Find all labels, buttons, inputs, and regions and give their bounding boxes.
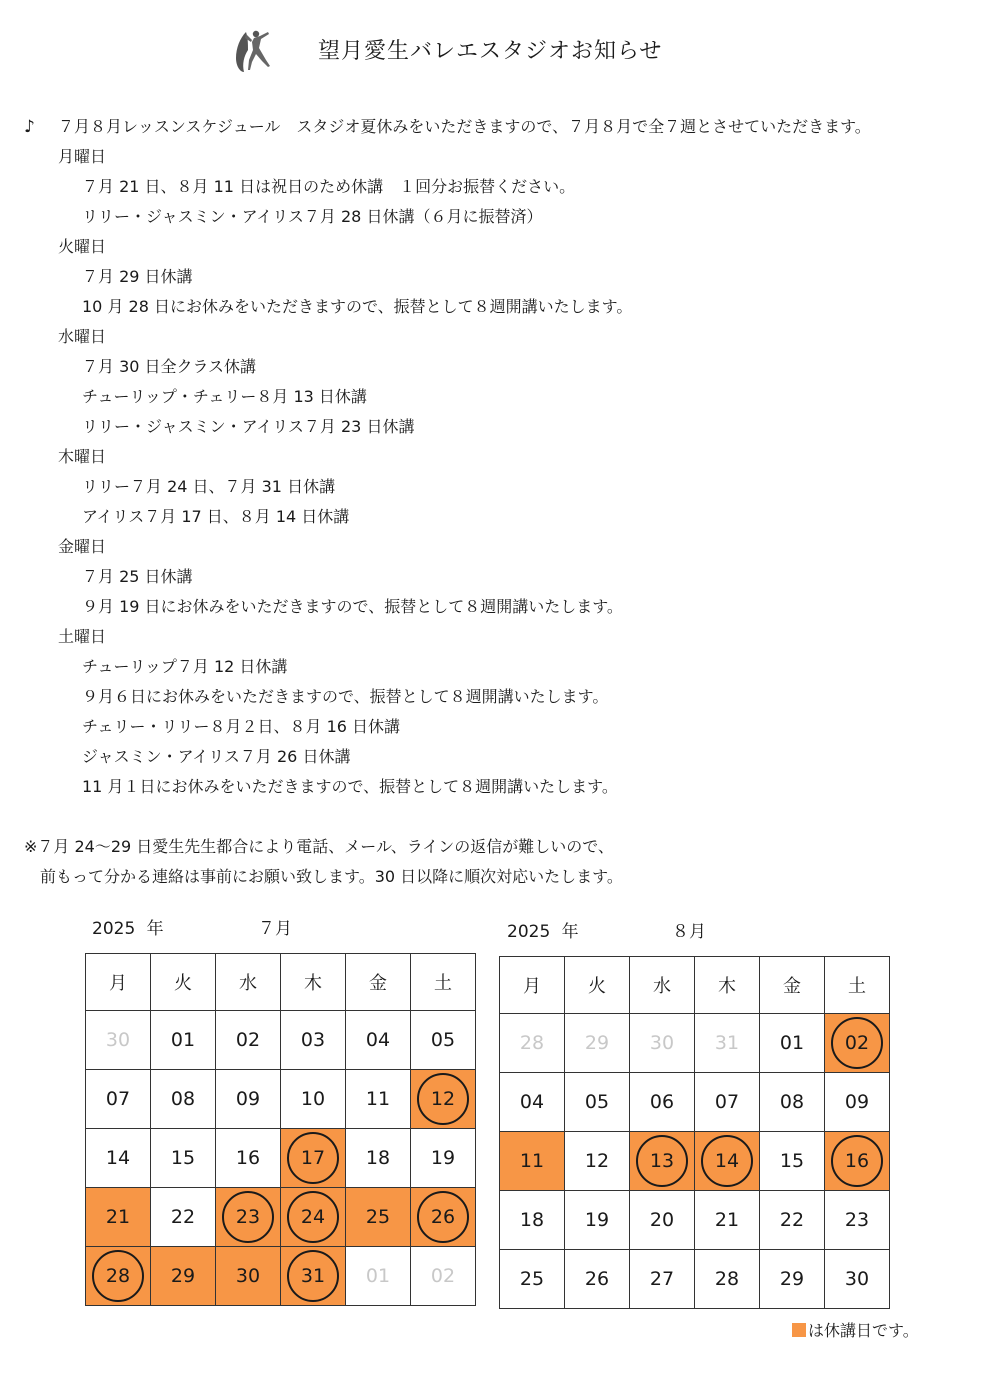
- day-number: 02: [844, 1032, 870, 1054]
- notice-line: ９月 19 日にお休みをいただきますので、振替として８週開講いたします。: [82, 597, 623, 616]
- august-year-label: [507, 917, 579, 942]
- calendar-day: [500, 1014, 565, 1073]
- day-number: 25: [519, 1268, 545, 1290]
- calendar-day: [565, 1014, 630, 1073]
- contact-note: 前もって分かる連絡は事前にお願い致します。30 日以降に順次対応いたします。: [40, 867, 623, 886]
- legend-swatch: [792, 1323, 806, 1337]
- day-number: 28: [519, 1032, 545, 1054]
- day-number: 03: [300, 1029, 326, 1051]
- day-heading-tuesday: 火曜日: [58, 237, 107, 256]
- notice-line: 11 月１日にお休みをいただきますので、振替として８週開講いたします。: [82, 777, 618, 796]
- calendar-day: [500, 1191, 565, 1250]
- weekday-header: 土: [825, 957, 890, 1014]
- notice-line: アイリス７月 17 日、８月 14 日休講: [82, 507, 350, 526]
- notice-line: ９月６日にお休みをいただきますので、振替として８週開講いたします。: [82, 687, 609, 706]
- contact-note: ※７月 24～29 日愛生先生都合により電話、メール、ラインの返信が難しいので、: [24, 837, 614, 856]
- notice-line: チューリップ・チェリー８月 13 日休講: [82, 387, 367, 406]
- day-number: 02: [235, 1029, 261, 1051]
- calendar-day: [86, 1070, 151, 1129]
- day-number: 07: [105, 1088, 131, 1110]
- day-number: 09: [235, 1088, 261, 1110]
- day-number: 04: [519, 1091, 545, 1113]
- calendar-day: [630, 1250, 695, 1309]
- notice-line: ７月 29 日休講: [82, 267, 193, 286]
- calendar-day: [630, 1073, 695, 1132]
- calendar-day: [630, 1191, 695, 1250]
- day-number: 22: [170, 1206, 196, 1228]
- calendar-day: [825, 1191, 890, 1250]
- calendar-day: [760, 1250, 825, 1309]
- day-number: 31: [714, 1032, 740, 1054]
- day-number: 12: [584, 1150, 610, 1172]
- year-number: 2025: [92, 919, 136, 939]
- day-number: 06: [649, 1091, 675, 1113]
- weekday-header: 月: [500, 957, 565, 1014]
- calendar-day-closed: [500, 1132, 565, 1191]
- calendar-day: [695, 1250, 760, 1309]
- day-number: 04: [365, 1029, 391, 1051]
- legend-text: は休講日です。: [808, 1321, 919, 1340]
- calendar-day: [760, 1073, 825, 1132]
- day-number: 30: [649, 1032, 675, 1054]
- calendar-day: [86, 1129, 151, 1188]
- day-number: 22: [779, 1209, 805, 1231]
- calendar-day: [565, 1250, 630, 1309]
- calendar-day-closed: [695, 1132, 760, 1191]
- calendar-july: [85, 953, 476, 1306]
- weekday-header: 木: [281, 954, 346, 1011]
- day-number: 23: [844, 1209, 870, 1231]
- notice-line: ７月 30 日全クラス休講: [82, 357, 257, 376]
- calendar-day: [411, 1129, 476, 1188]
- day-heading-wednesday: 水曜日: [58, 327, 107, 346]
- day-number: 10: [300, 1088, 326, 1110]
- day-number: 01: [779, 1032, 805, 1054]
- notice-line: リリー・ジャスミン・アイリス７月 23 日休講: [82, 417, 415, 436]
- calendar-day: [565, 1191, 630, 1250]
- august-month-label: ８月: [672, 922, 706, 942]
- day-number: 14: [105, 1147, 131, 1169]
- calendar-day: [346, 1129, 411, 1188]
- day-number: 30: [844, 1268, 870, 1290]
- day-number: 11: [365, 1088, 391, 1110]
- calendar-day: [695, 1014, 760, 1073]
- weekday-header: 木: [695, 957, 760, 1014]
- day-number: 16: [235, 1147, 261, 1169]
- day-number: 14: [714, 1150, 740, 1172]
- day-number: 08: [170, 1088, 196, 1110]
- day-number: 18: [519, 1209, 545, 1231]
- calendar-day: [216, 1129, 281, 1188]
- day-number: 29: [584, 1032, 610, 1054]
- day-number: 24: [300, 1206, 326, 1228]
- calendar-week-row: [500, 1073, 890, 1132]
- calendar-week-row: [86, 1011, 476, 1070]
- calendar-day: [630, 1014, 695, 1073]
- day-number: 21: [714, 1209, 740, 1231]
- calendar-day-closed: [281, 1129, 346, 1188]
- day-number: 18: [365, 1147, 391, 1169]
- day-heading-friday: 金曜日: [58, 537, 107, 556]
- july-month-label: ７月: [258, 919, 292, 939]
- calendar-day: [825, 1073, 890, 1132]
- calendar-week-row: [500, 1132, 890, 1191]
- calendar-day: [500, 1073, 565, 1132]
- day-number: 01: [170, 1029, 196, 1051]
- calendar-week-row: [86, 1188, 476, 1247]
- calendar-day-closed: [411, 1188, 476, 1247]
- calendar-august: [499, 956, 890, 1309]
- page-title: 望月愛生バレエスタジオお知らせ: [318, 39, 663, 64]
- calendar-day-closed: [346, 1188, 411, 1247]
- calendar-day: [281, 1070, 346, 1129]
- calendar-day-closed: [281, 1188, 346, 1247]
- day-number: 07: [714, 1091, 740, 1113]
- day-number: 28: [714, 1268, 740, 1290]
- year-number: 2025: [507, 922, 551, 942]
- calendar-week-row: [86, 1247, 476, 1306]
- calendar-day: [825, 1250, 890, 1309]
- calendar-day: [216, 1011, 281, 1070]
- calendar-day: [151, 1188, 216, 1247]
- notice-line: ジャスミン・アイリス７月 26 日休講: [82, 747, 351, 766]
- day-number: 09: [844, 1091, 870, 1113]
- calendar-week-row: [500, 1250, 890, 1309]
- calendar-day: [346, 1011, 411, 1070]
- calendar-day: [760, 1132, 825, 1191]
- weekday-header: 金: [760, 957, 825, 1014]
- calendar-day: [760, 1191, 825, 1250]
- day-number: 19: [584, 1209, 610, 1231]
- day-number: 27: [649, 1268, 675, 1290]
- weekday-header: 金: [346, 954, 411, 1011]
- weekday-header: 水: [630, 957, 695, 1014]
- day-number: 15: [170, 1147, 196, 1169]
- day-number: 26: [430, 1206, 456, 1228]
- calendar-day-closed: [825, 1014, 890, 1073]
- notice-line: リリー７月 24 日、７月 31 日休講: [82, 477, 336, 496]
- calendar-day: [346, 1070, 411, 1129]
- calendar-day-closed: [216, 1188, 281, 1247]
- weekday-header: 水: [216, 954, 281, 1011]
- calendar-day: [695, 1191, 760, 1250]
- day-number: 26: [584, 1268, 610, 1290]
- day-number: 29: [170, 1265, 196, 1287]
- calendar-day: [346, 1247, 411, 1306]
- day-number: 30: [105, 1029, 131, 1051]
- weekday-header: 火: [565, 957, 630, 1014]
- day-number: 05: [584, 1091, 610, 1113]
- notice-line: チューリップ７月 12 日休講: [82, 657, 288, 676]
- calendar-day: [216, 1070, 281, 1129]
- day-number: 12: [430, 1088, 456, 1110]
- calendar-day: [151, 1070, 216, 1129]
- notice-line: チェリー・リリー８月２日、８月 16 日休講: [82, 717, 401, 736]
- calendar-day: [500, 1250, 565, 1309]
- calendar-week-row: [500, 1014, 890, 1073]
- calendar-day-closed: [86, 1247, 151, 1306]
- calendar-day-closed: [86, 1188, 151, 1247]
- calendar-week-row: [86, 1070, 476, 1129]
- day-number: 21: [105, 1206, 131, 1228]
- calendar-day: [565, 1132, 630, 1191]
- day-heading-saturday: 土曜日: [58, 627, 107, 646]
- day-heading-monday: 月曜日: [58, 147, 107, 166]
- day-number: 02: [430, 1265, 456, 1287]
- calendar-day: [695, 1073, 760, 1132]
- weekday-header: 土: [411, 954, 476, 1011]
- calendar-day: [281, 1011, 346, 1070]
- calendar-day: [151, 1011, 216, 1070]
- calendar-day: [86, 1011, 151, 1070]
- day-number: 20: [649, 1209, 675, 1231]
- notice-line: ７月 25 日休講: [82, 567, 193, 586]
- weekday-header: 火: [151, 954, 216, 1011]
- calendar-day-closed: [630, 1132, 695, 1191]
- day-number: 28: [105, 1265, 131, 1287]
- notice-intro: ７月８月レッスンスケジュール スタジオ夏休みをいただきますので、７月８月で全７週とさせていただきます。: [58, 117, 871, 136]
- legend: [792, 1318, 919, 1341]
- calendar-week-row: [500, 1191, 890, 1250]
- day-number: 29: [779, 1268, 805, 1290]
- day-number: 25: [365, 1206, 391, 1228]
- july-year-label: [92, 914, 164, 939]
- day-number: 13: [649, 1150, 675, 1172]
- calendar-day-closed: [151, 1247, 216, 1306]
- notice-line: 10 月 28 日にお休みをいただきますので、振替として８週開講いたします。: [82, 297, 633, 316]
- calendar-day-closed: [411, 1070, 476, 1129]
- day-number: 01: [365, 1265, 391, 1287]
- year-suffix: 年: [561, 922, 579, 942]
- calendar-day: [565, 1073, 630, 1132]
- calendar-day: [411, 1247, 476, 1306]
- calendar-day-closed: [825, 1132, 890, 1191]
- music-note-icon: ♪: [24, 117, 35, 137]
- day-number: 19: [430, 1147, 456, 1169]
- day-number: 17: [300, 1147, 326, 1169]
- day-number: 16: [844, 1150, 870, 1172]
- calendar-day: [760, 1014, 825, 1073]
- ballet-dancers-icon: [226, 26, 272, 74]
- day-number: 05: [430, 1029, 456, 1051]
- calendar-day: [411, 1011, 476, 1070]
- calendar-day-closed: [281, 1247, 346, 1306]
- day-number: 15: [779, 1150, 805, 1172]
- notice-line: リリー・ジャスミン・アイリス７月 28 日休講（６月に振替済）: [82, 207, 543, 226]
- year-suffix: 年: [146, 919, 164, 939]
- day-number: 23: [235, 1206, 261, 1228]
- calendar-day-closed: [216, 1247, 281, 1306]
- day-number: 08: [779, 1091, 805, 1113]
- day-number: 31: [300, 1265, 326, 1287]
- day-number: 30: [235, 1265, 261, 1287]
- calendar-day: [151, 1129, 216, 1188]
- day-number: 11: [519, 1150, 545, 1172]
- weekday-header: 月: [86, 954, 151, 1011]
- notice-line: ７月 21 日、８月 11 日は祝日のため休講 １回分お振替ください。: [82, 177, 576, 196]
- calendar-week-row: [86, 1129, 476, 1188]
- day-heading-thursday: 木曜日: [58, 447, 107, 466]
